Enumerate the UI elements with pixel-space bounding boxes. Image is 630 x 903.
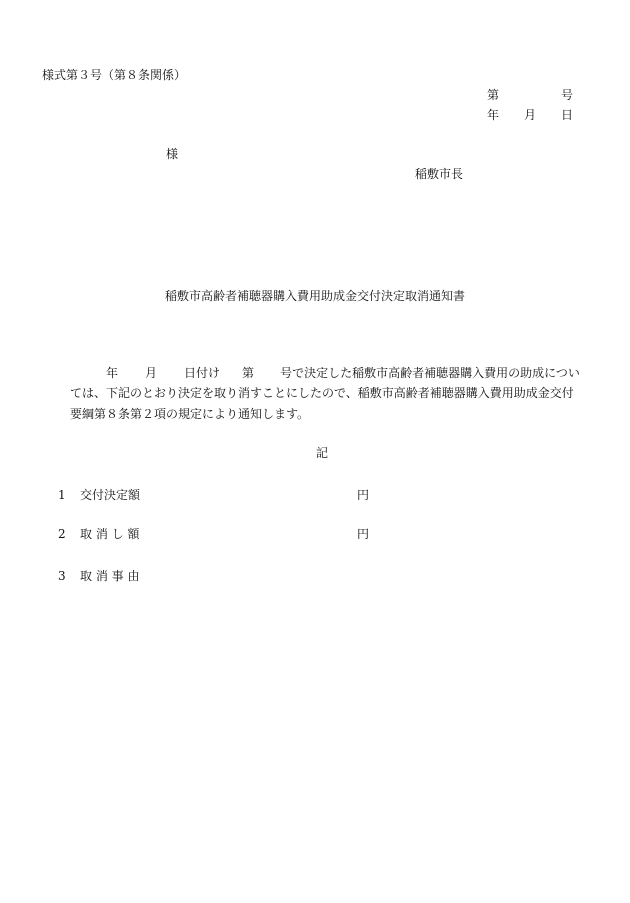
ki-heading: 記: [316, 446, 329, 460]
list-item: [58, 570, 139, 582]
list-item: [58, 528, 139, 540]
list-item: [58, 489, 140, 501]
addressee-suffix: 様: [166, 147, 179, 161]
body-month-label: 月: [145, 366, 158, 380]
body-year-label: 年: [106, 366, 119, 380]
body-number-prefix: 第: [242, 366, 255, 380]
body-line-1-text: 号で決定した稲敷市高齢者補聴器購入費用の助成につい: [280, 366, 580, 380]
item-number: 3: [58, 569, 66, 583]
date-month-label: 月: [524, 108, 537, 122]
document-number-suffix: 号: [560, 88, 573, 102]
item-label: 取 消 し 額: [80, 527, 140, 541]
body-line-3: 要綱第８条第２項の規定により通知します。: [70, 407, 310, 421]
body-day-label: 日付け: [184, 366, 221, 380]
item-number: 1: [58, 488, 66, 502]
item-label: 交付決定額: [80, 488, 141, 502]
sender-name: 稲敷市長: [415, 167, 464, 181]
body-line-2: ては、下記のとおり決定を取り消すことにしたので、稲敷市高齢者補聴器購入費用助成金交付: [70, 386, 574, 400]
item-unit: 円: [357, 488, 370, 502]
body-line-1: [106, 367, 580, 379]
item-number: 2: [58, 527, 66, 541]
document-number-prefix: 第: [487, 88, 500, 102]
item-unit: 円: [357, 527, 370, 541]
date-day-label: 日: [560, 108, 573, 122]
form-number: 様式第３号（第８条関係）: [42, 68, 187, 82]
item-label: 取 消 事 由: [80, 569, 140, 583]
date-year-label: 年: [487, 108, 500, 122]
document-title: 稲敷市高齢者補聴器購入費用助成金交付決定取消通知書: [164, 289, 465, 303]
